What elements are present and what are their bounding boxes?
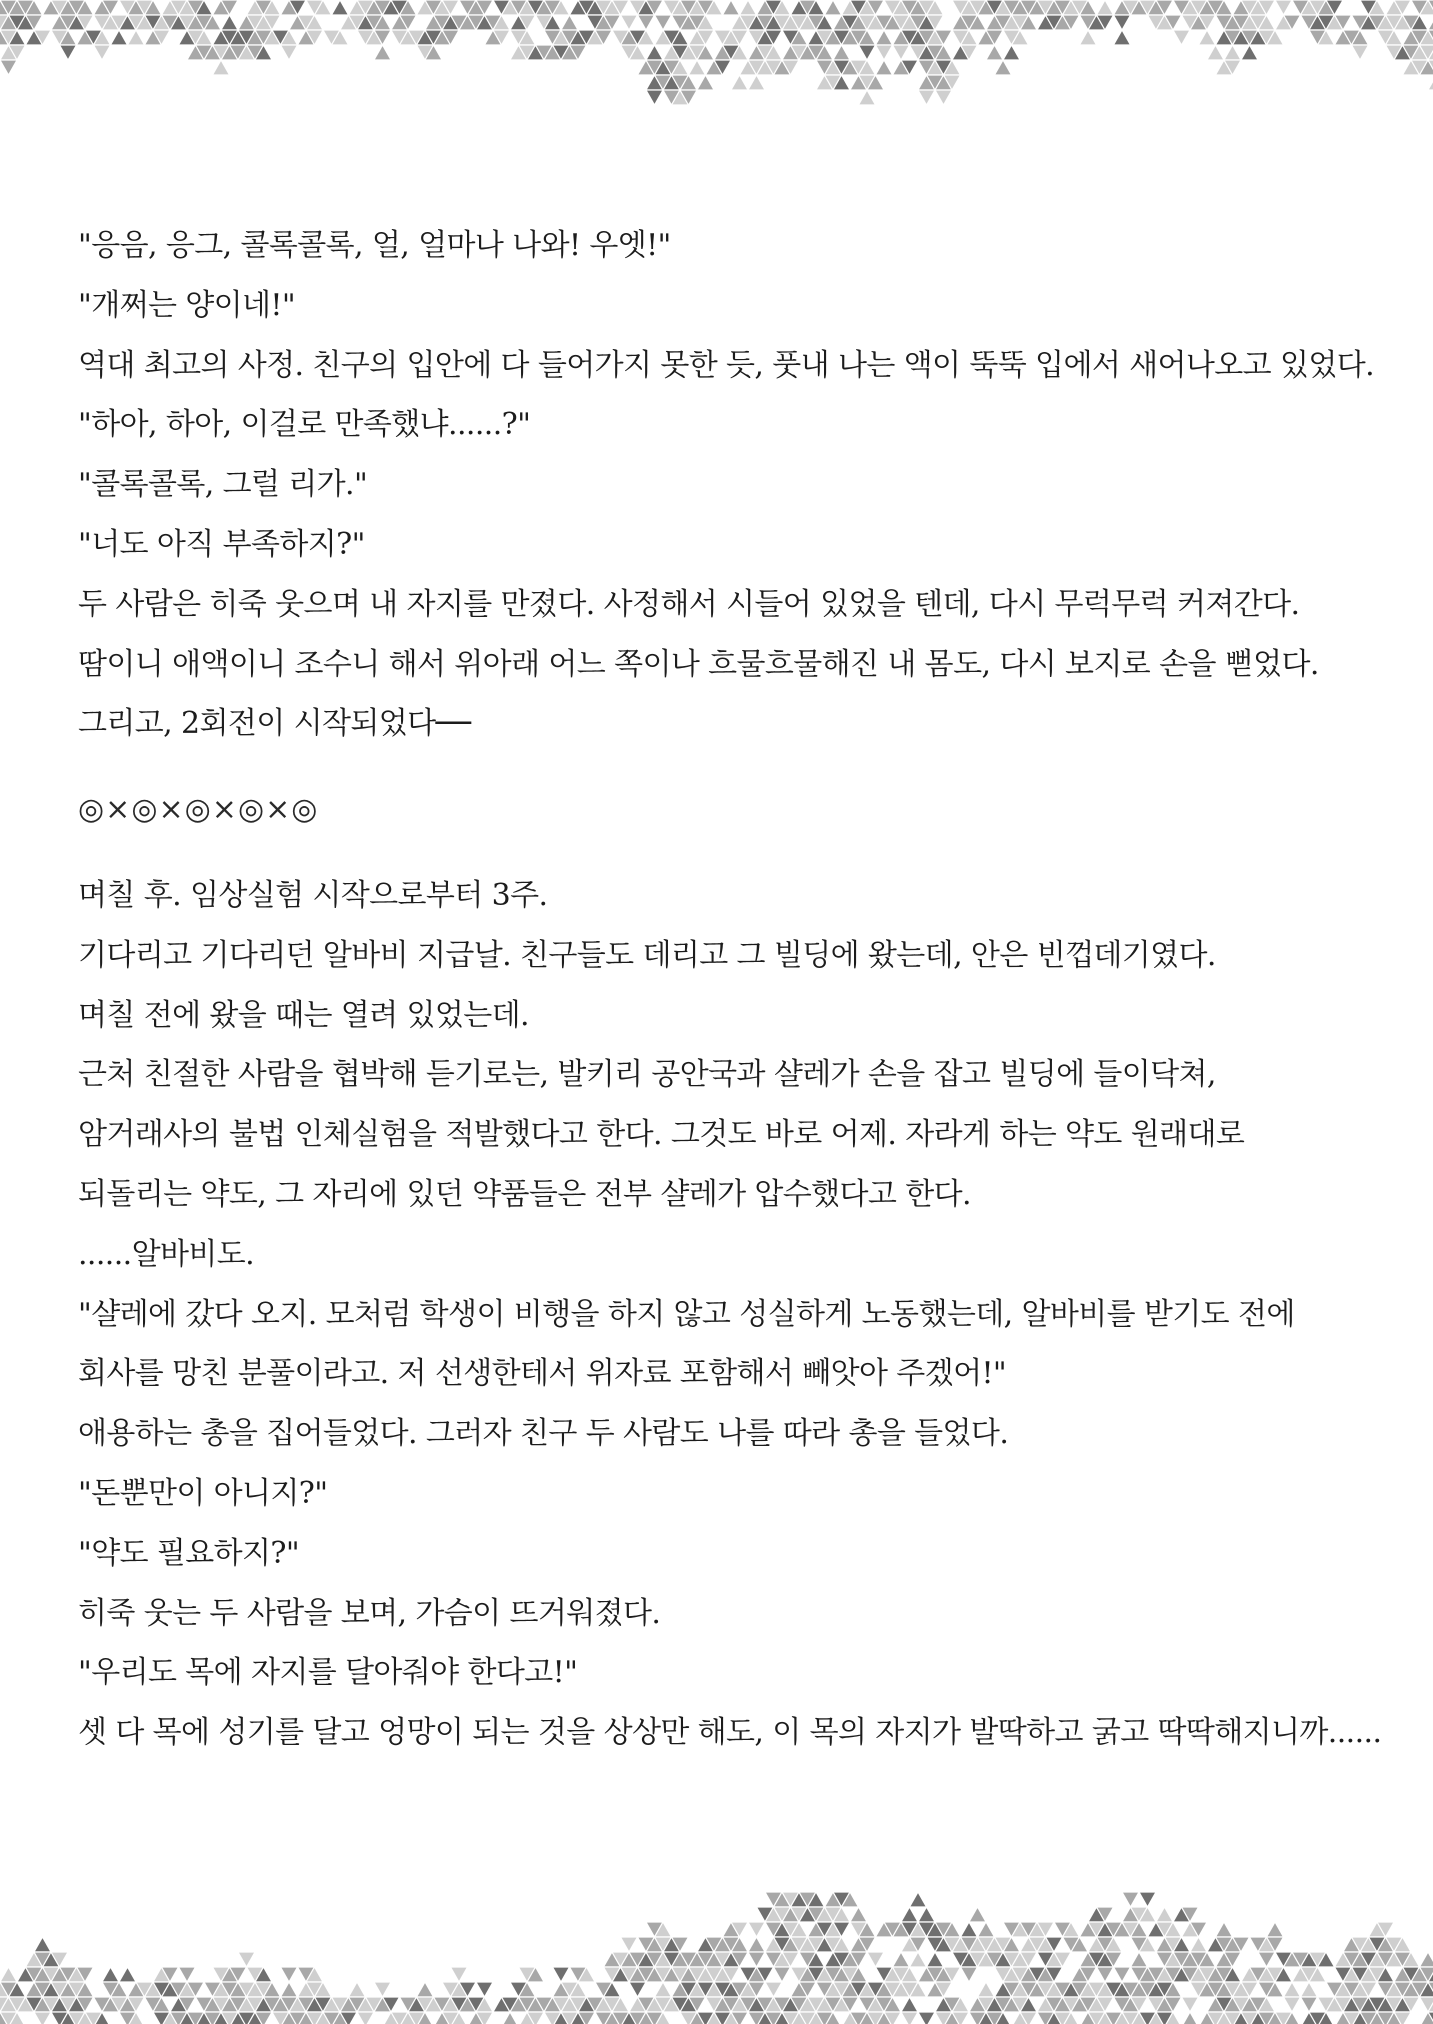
pattern-triangle bbox=[910, 1892, 927, 1907]
pattern-triangle bbox=[1182, 1997, 1199, 2012]
pattern-triangle bbox=[561, 15, 578, 30]
text-line: 근처 친절한 사람을 협박해 듣기로는, 발키리 공안국과 샬레가 손을 잡고 빌딩에 들이닥쳐, bbox=[78, 1057, 1216, 1093]
pattern-triangle bbox=[102, 1967, 119, 1982]
page-body bbox=[78, 216, 1418, 1763]
pattern-triangle bbox=[740, 0, 757, 15]
pattern-triangle bbox=[927, 1952, 944, 1967]
pattern-triangle bbox=[918, 1907, 935, 1922]
pattern-triangle bbox=[221, 15, 238, 30]
pattern-triangle bbox=[876, 45, 893, 60]
pattern-triangle bbox=[969, 1907, 986, 1922]
triangle-pattern-bottom bbox=[0, 1892, 1433, 2024]
pattern-triangle bbox=[697, 75, 714, 90]
top-triangle-border bbox=[0, 0, 1433, 120]
pattern-triangle bbox=[876, 30, 893, 45]
pattern-triangle bbox=[621, 1937, 638, 1952]
text-line: 두 사람은 히죽 웃으며 내 자지를 만졌다. 사정해서 시들어 있었을 텐데, 다시 무럭무럭 커져간다. bbox=[78, 586, 1300, 622]
pattern-triangle bbox=[901, 2012, 918, 2024]
text-line: 그리고, 2회전이 시작되었다── bbox=[78, 706, 471, 742]
pattern-triangle bbox=[876, 60, 893, 75]
pattern-triangle bbox=[748, 1937, 765, 1952]
pattern-triangle bbox=[646, 45, 663, 60]
pattern-triangle bbox=[1139, 1892, 1156, 1907]
pattern-triangle bbox=[281, 45, 298, 60]
pattern-triangle bbox=[1097, 1967, 1114, 1982]
pattern-triangle bbox=[1284, 1982, 1301, 1997]
pattern-triangle bbox=[978, 1922, 995, 1937]
text-line: 땀이니 애액이니 조수니 해서 위아래 어느 쪽이나 흐물흐물해진 내 몸도, 다시 보지로 손을 뻗었다. bbox=[78, 646, 1319, 682]
pattern-triangle bbox=[1156, 1907, 1173, 1922]
text-line: 암거래사의 불법 인체실험을 적발했다고 한다. 그것도 바로 어제. 자라게 하는 약도 원래대로 bbox=[78, 1117, 1245, 1153]
pattern-triangle bbox=[1097, 0, 1114, 15]
pattern-triangle bbox=[638, 15, 655, 30]
text-line: 며칠 전에 왔을 때는 열려 있었는데. bbox=[78, 997, 529, 1033]
pattern-triangle bbox=[774, 1967, 791, 1982]
pattern-triangle bbox=[553, 1967, 570, 1982]
text-line: 회사를 망친 분풀이라고. 저 선생한테서 위자료 포함해서 빼앗아 주겠어!" bbox=[78, 1356, 1007, 1392]
pattern-triangle bbox=[646, 90, 663, 105]
pattern-triangle bbox=[961, 1967, 978, 1982]
pattern-triangle bbox=[1003, 45, 1020, 60]
triangle-pattern-top bbox=[0, 0, 1433, 120]
text-line: "돈뿐만이 아니지?" bbox=[78, 1475, 328, 1511]
pattern-triangle bbox=[748, 1952, 765, 1967]
pattern-triangle bbox=[0, 1967, 17, 1982]
text-line: 애용하는 총을 집어들었다. 그러자 친구 두 사람도 나를 따라 총을 들었다. bbox=[78, 1416, 1009, 1452]
pattern-triangle bbox=[748, 75, 765, 90]
scene-divider: ◎×◎×◎×◎×◎ bbox=[78, 792, 319, 828]
pattern-triangle bbox=[1301, 1997, 1318, 2012]
pattern-triangle bbox=[119, 1967, 136, 1982]
pattern-triangle bbox=[417, 1982, 434, 1997]
text-line: 히죽 웃는 두 사람을 보며, 가슴이 뜨거워졌다. bbox=[78, 1595, 661, 1631]
text-line: "샬레에 갔다 오지. 모처럼 학생이 비행을 하지 않고 성실하게 노동했는데, 알바비를 받기도 전에 bbox=[78, 1296, 1295, 1332]
pattern-triangle bbox=[34, 1937, 51, 1952]
pattern-triangle bbox=[1428, 75, 1433, 90]
bottom-triangle-border bbox=[0, 1892, 1433, 2024]
pattern-triangle bbox=[1173, 30, 1190, 45]
pattern-triangle bbox=[1080, 30, 1097, 45]
pattern-triangle bbox=[281, 1982, 298, 1997]
pattern-triangle bbox=[1114, 15, 1131, 30]
pattern-triangle bbox=[1428, 15, 1433, 30]
pattern-triangle bbox=[1241, 45, 1258, 60]
pattern-triangle bbox=[34, 2012, 51, 2024]
pattern-triangle bbox=[748, 1922, 765, 1937]
pattern-triangle bbox=[935, 90, 952, 105]
pattern-triangle bbox=[349, 1982, 366, 1997]
pattern-triangle bbox=[867, 1952, 884, 1967]
pattern-triangle bbox=[859, 90, 876, 105]
text-line: 역대 최고의 사정. 친구의 입안에 다 들어가지 못한 듯, 풋내 나는 액이 뚝뚝 입에서 새어나오고 있었다. bbox=[78, 347, 1375, 383]
pattern-triangle bbox=[859, 45, 876, 60]
pattern-triangle bbox=[1275, 0, 1292, 15]
pattern-triangle bbox=[1284, 1997, 1301, 2012]
pattern-triangle bbox=[893, 45, 910, 60]
pattern-triangle bbox=[731, 75, 748, 90]
pattern-triangle bbox=[655, 15, 672, 30]
pattern-triangle bbox=[213, 60, 230, 75]
text-line: ......알바비도. bbox=[78, 1236, 255, 1272]
pattern-triangle bbox=[1182, 2012, 1199, 2024]
text-line: "콜록콜록, 그럴 리가." bbox=[78, 467, 368, 503]
pattern-triangle bbox=[1301, 1982, 1318, 1997]
pattern-triangle bbox=[1122, 1892, 1139, 1907]
pattern-triangle bbox=[689, 60, 706, 75]
pattern-triangle bbox=[238, 1952, 255, 1967]
pattern-triangle bbox=[1114, 1967, 1131, 1982]
pattern-triangle bbox=[1258, 1952, 1275, 1967]
pattern-triangle bbox=[655, 1982, 672, 1997]
pattern-triangle bbox=[111, 30, 128, 45]
text-line: "개쩌는 양이네!" bbox=[78, 287, 296, 323]
pattern-triangle bbox=[281, 1967, 298, 1982]
pattern-triangle bbox=[1207, 45, 1224, 60]
pattern-triangle bbox=[60, 45, 77, 60]
pattern-triangle bbox=[825, 0, 842, 15]
pattern-triangle bbox=[901, 1997, 918, 2012]
pattern-triangle bbox=[1131, 1952, 1148, 1967]
pattern-triangle bbox=[128, 30, 145, 45]
text-line: 기다리고 기다리던 알바비 지급날. 친구들도 데리고 그 빌딩에 왔는데, 안은 빈껍데기였다. bbox=[78, 937, 1216, 973]
pattern-triangle bbox=[1224, 45, 1241, 60]
section-2 bbox=[78, 866, 1418, 1763]
text-line: "우리도 목에 자지를 달아줘야 한다고!" bbox=[78, 1655, 578, 1691]
pattern-triangle bbox=[961, 1922, 978, 1937]
pattern-triangle bbox=[0, 60, 17, 75]
text-line: 되돌리는 약도, 그 자리에 있던 약품들은 전부 샬레가 압수했다고 한다. bbox=[78, 1176, 971, 1212]
pattern-triangle bbox=[1267, 1922, 1284, 1937]
pattern-triangle bbox=[765, 1982, 782, 1997]
pattern-triangle bbox=[332, 0, 349, 15]
text-line: "하아, 하아, 이걸로 만족했냐......?" bbox=[78, 407, 531, 443]
pattern-triangle bbox=[850, 1907, 867, 1922]
pattern-triangle bbox=[1199, 30, 1216, 45]
pattern-triangle bbox=[986, 45, 1003, 60]
pattern-triangle bbox=[833, 45, 850, 60]
section-1 bbox=[78, 216, 1418, 754]
pattern-triangle bbox=[901, 1907, 918, 1922]
pattern-triangle bbox=[374, 45, 391, 60]
pattern-triangle bbox=[476, 1982, 493, 1997]
pattern-triangle bbox=[179, 1967, 196, 1982]
text-line: "너도 아직 부족하지?" bbox=[78, 526, 365, 562]
pattern-triangle bbox=[94, 45, 111, 60]
pattern-triangle bbox=[1190, 1937, 1207, 1952]
text-line: "응음, 응그, 콜록콜록, 얼, 얼마나 나와! 우엣!" bbox=[78, 228, 671, 263]
pattern-triangle bbox=[893, 1952, 910, 1967]
text-line: "약도 필요하지?" bbox=[78, 1535, 300, 1571]
pattern-triangle bbox=[1352, 45, 1369, 60]
pattern-triangle bbox=[502, 2012, 519, 2024]
pattern-triangle bbox=[1216, 1922, 1233, 1937]
pattern-triangle bbox=[918, 2012, 935, 2024]
pattern-triangle bbox=[978, 1982, 995, 1997]
pattern-triangle bbox=[451, 1967, 468, 1982]
text-line: 셋 다 목에 성기를 달고 엉망이 되는 것을 상상만 해도, 이 목의 자지가 발딱하고 굵고 딱딱해지니까...... bbox=[78, 1715, 1382, 1751]
pattern-triangle bbox=[621, 15, 638, 30]
pattern-triangle bbox=[910, 1952, 927, 1967]
pattern-triangle bbox=[374, 1982, 391, 1997]
pattern-triangle bbox=[357, 2012, 374, 2024]
pattern-triangle bbox=[1420, 1952, 1433, 1967]
pattern-triangle bbox=[918, 90, 935, 105]
pattern-triangle bbox=[1114, 30, 1131, 45]
pattern-triangle bbox=[995, 60, 1012, 75]
pattern-triangle bbox=[629, 1982, 646, 1997]
text-line: 며칠 후. 임상실험 시작으로부터 3주. bbox=[78, 877, 548, 913]
pattern-triangle bbox=[723, 0, 740, 15]
